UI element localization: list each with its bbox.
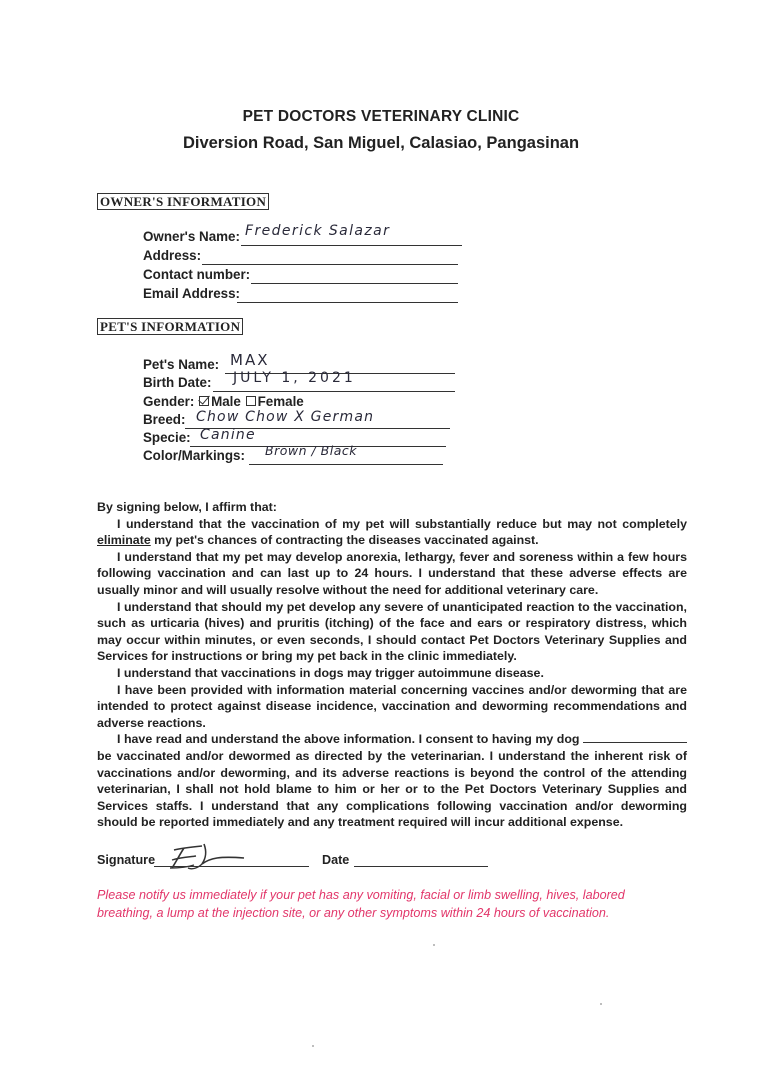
signature-label: Signature: [97, 853, 156, 867]
consent-paragraph-1: I understand that the vaccination of my pet will substantially reduce but may not completely eliminate my pet's chances of contracting the diseases vaccinated against.: [97, 516, 687, 548]
pet-section-heading: PET'S INFORMATION: [97, 318, 243, 335]
breed-label: Breed:: [143, 412, 186, 427]
date-line[interactable]: [354, 866, 488, 867]
gender-label: Gender:: [143, 394, 195, 409]
gender-male-checkbox[interactable]: [199, 396, 209, 406]
dog-name-blank[interactable]: [583, 731, 687, 743]
scan-speck: [433, 944, 435, 946]
consent-text: [97, 499, 687, 831]
owner-name-line: [241, 245, 462, 246]
consent-paragraph-5: I have been provided with information material concerning vaccines and/or deworming that are intended to protect against disease incidence, vaccination and deworming recommendations and adverse reactions.: [97, 682, 687, 730]
color-label: Color/Markings:: [143, 448, 245, 463]
owner-contact-line: [251, 283, 458, 284]
owner-email-line: [237, 302, 458, 303]
owner-section-heading: OWNER'S INFORMATION: [97, 193, 269, 210]
birth-date-value: JULY 1, 2021: [233, 370, 356, 386]
breed-value: Chow Chow X German: [196, 409, 375, 425]
color-line: [249, 464, 443, 465]
pet-name-label: Pet's Name:: [143, 357, 220, 372]
owner-address-line: [202, 264, 458, 265]
color-value: Brown / Black: [265, 443, 357, 458]
post-vaccination-notice: Please notify us immediately if your pet has any vomiting, facial or limb swelling, hives, labored breathing, a lump at the injection site, or any other symptoms within 24 hours of vaccination.: [97, 888, 625, 920]
specie-value: Canine: [200, 427, 256, 443]
consent-paragraph-3: I understand that should my pet develop any severe of unanticipated reaction to the vaccination, such as urticaria (hives) and pruritis (itching) of the face and ears or respiratory distress, which may occur within minutes, or even seconds, I should contact Pet Doctors Veterinary Supplies and Services for instructions or bring my pet back in the clinic immediately.: [97, 599, 687, 664]
clinic-name: PET DOCTORS VETERINARY CLINIC: [242, 108, 520, 125]
consent-paragraph-6: I have read and understand the above information. I consent to having my dog be vaccinated and/or dewormed as directed by the veterinarian. I understand the inherent risk of vaccinations and/or deworming, and its adverse reactions is beyond the control of the attending veterinarian, I shall not hold blame to him or her or to the Pet Doctors Veterinary Supplies and Services staffs. I understand that any complications following vaccination and/or deworming should be reported immediately and any treatment required will incur additional expense.: [97, 732, 687, 830]
gender-female-label: Female: [257, 394, 304, 409]
pet-name-value: MAX: [230, 351, 270, 369]
scan-speck: [312, 1045, 314, 1047]
consent-intro: By signing below, I affirm that:: [97, 500, 277, 514]
owner-email-label: Email Address:: [143, 286, 240, 301]
birth-date-line: [213, 391, 455, 392]
clinic-address: Diversion Road, San Miguel, Calasiao, Pangasinan: [182, 134, 580, 152]
scan-speck: [600, 1003, 602, 1005]
consent-paragraph-4: I understand that vaccinations in dogs may trigger autoimmune disease.: [117, 665, 544, 680]
date-label: Date: [322, 853, 350, 867]
consent-paragraph-2: I understand that my pet may develop anorexia, lethargy, fever and soreness within a few hours following vaccination and can last up to 24 hours. I understand that these adverse effects are usually minor and will usually resolve without the need for additional veterinary care.: [97, 549, 687, 597]
birth-date-label: Birth Date:: [143, 375, 212, 390]
gender-female-checkbox[interactable]: [246, 396, 256, 406]
owner-name-label: Owner's Name:: [143, 229, 240, 244]
handwritten-signature: [162, 838, 262, 878]
gender-male-label: Male: [211, 394, 241, 409]
specie-label: Specie:: [143, 430, 191, 445]
owner-name-value: Frederick Salazar: [245, 223, 391, 239]
gender-field: [143, 394, 304, 409]
owner-contact-label: Contact number:: [143, 267, 251, 282]
owner-address-label: Address:: [143, 248, 202, 263]
